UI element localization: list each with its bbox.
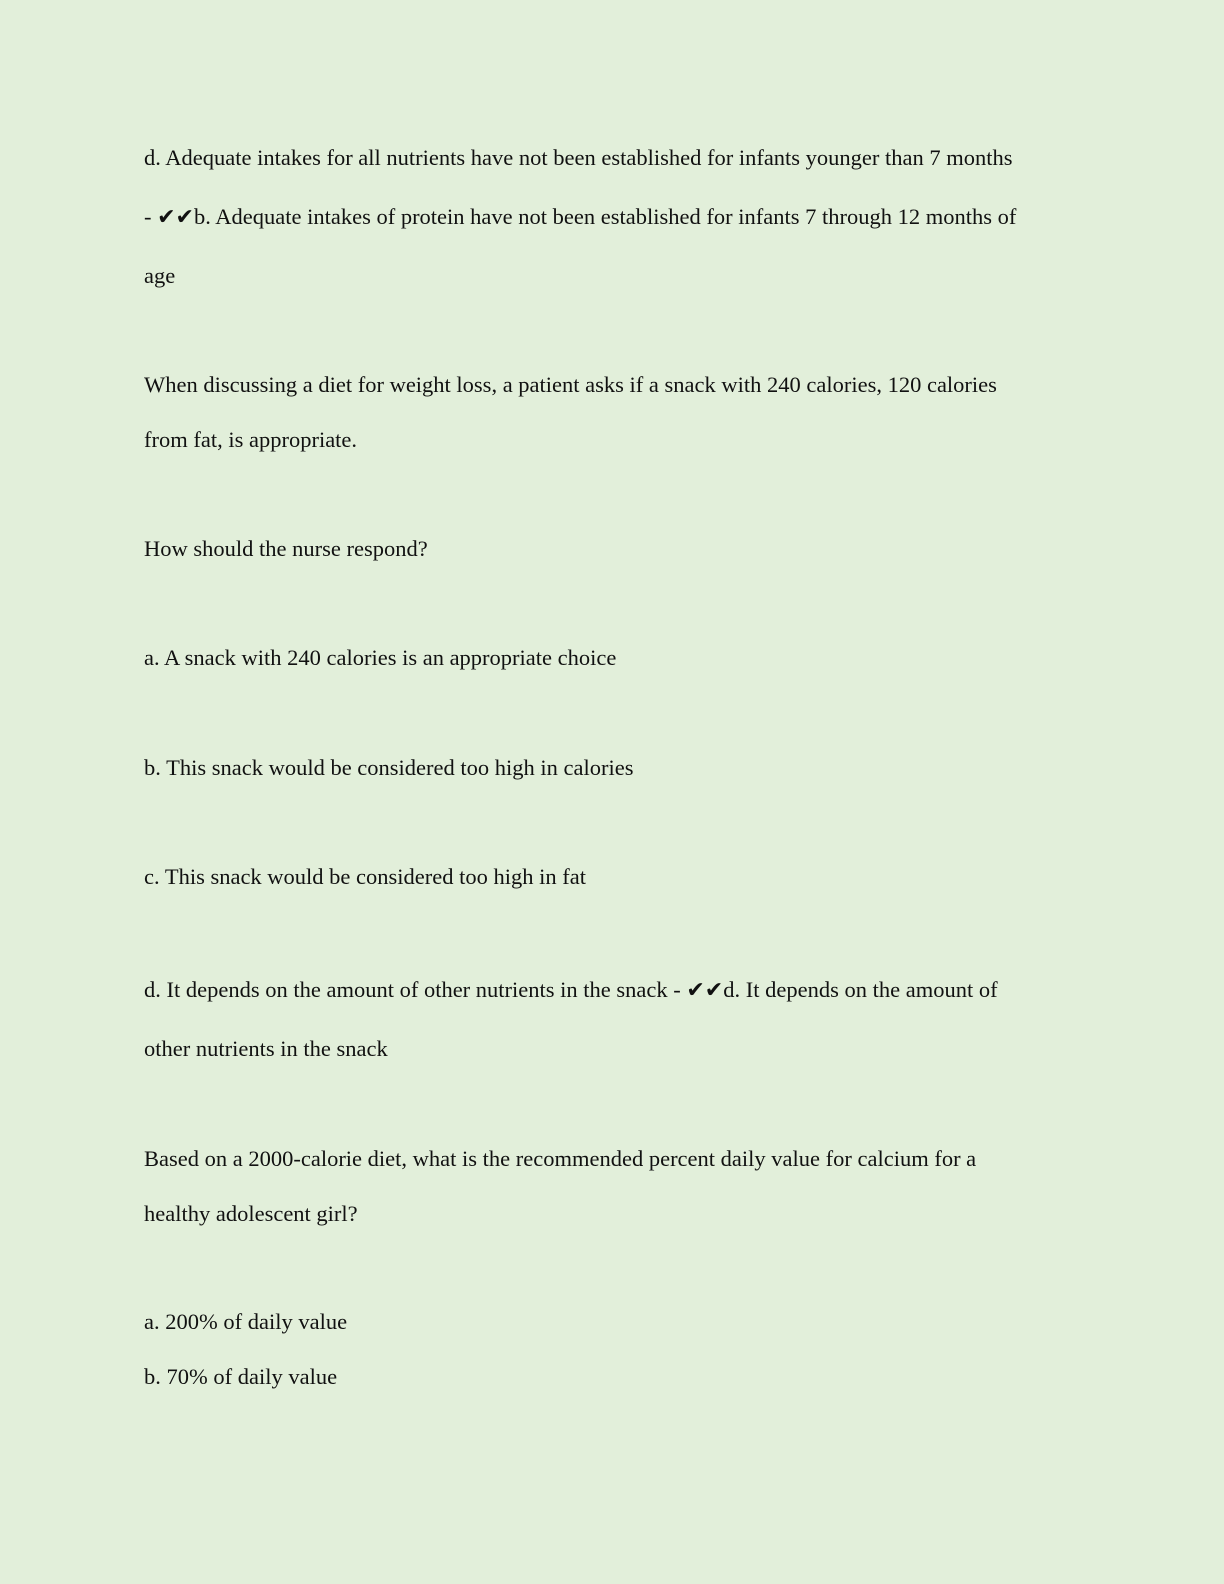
q1-answer-text: d. It depends on the amount of bbox=[723, 977, 998, 1002]
q2-option-b: b. 70% of daily value bbox=[144, 1364, 338, 1389]
q1-option-c: c. This snack would be considered too high in fat bbox=[144, 864, 586, 889]
q1-option-d: d. It depends on the amount of other nutrients in the snack - bbox=[144, 977, 687, 1002]
q1-option-a: a. A snack with 240 calories is an appropriate choice bbox=[144, 645, 617, 670]
q1-option-b: b. This snack would be considered too high in calories bbox=[144, 755, 634, 780]
prev-answer-line bbox=[144, 203, 1016, 232]
prev-answer-text: b. Adequate intakes of protein have not been established for infants 7 through 12 months of bbox=[194, 204, 1017, 229]
prev-answer-continuation: age bbox=[144, 263, 176, 288]
q2-stem-line-1: Based on a 2000-calorie diet, what is the recommended percent daily value for calcium for a bbox=[144, 1146, 977, 1171]
double-check-icon: ✔✔ bbox=[686, 978, 724, 1003]
answer-prefix: - bbox=[144, 204, 158, 229]
q1-option-d-answer-line bbox=[144, 976, 998, 1005]
q1-answer-continuation: other nutrients in the snack bbox=[144, 1036, 388, 1061]
double-check-icon: ✔✔ bbox=[157, 205, 194, 230]
q1-prompt: How should the nurse respond? bbox=[144, 536, 428, 561]
q1-stem-line-1: When discussing a diet for weight loss, a patient asks if a snack with 240 calories, 120 calories bbox=[144, 372, 997, 397]
q2-option-a: a. 200% of daily value bbox=[144, 1309, 348, 1334]
prev-option-d: d. Adequate intakes for all nutrients have not been established for infants younger than 7 months bbox=[144, 145, 1013, 170]
q1-stem-line-2: from fat, is appropriate. bbox=[144, 427, 358, 452]
q2-stem-line-2: healthy adolescent girl? bbox=[144, 1201, 358, 1226]
